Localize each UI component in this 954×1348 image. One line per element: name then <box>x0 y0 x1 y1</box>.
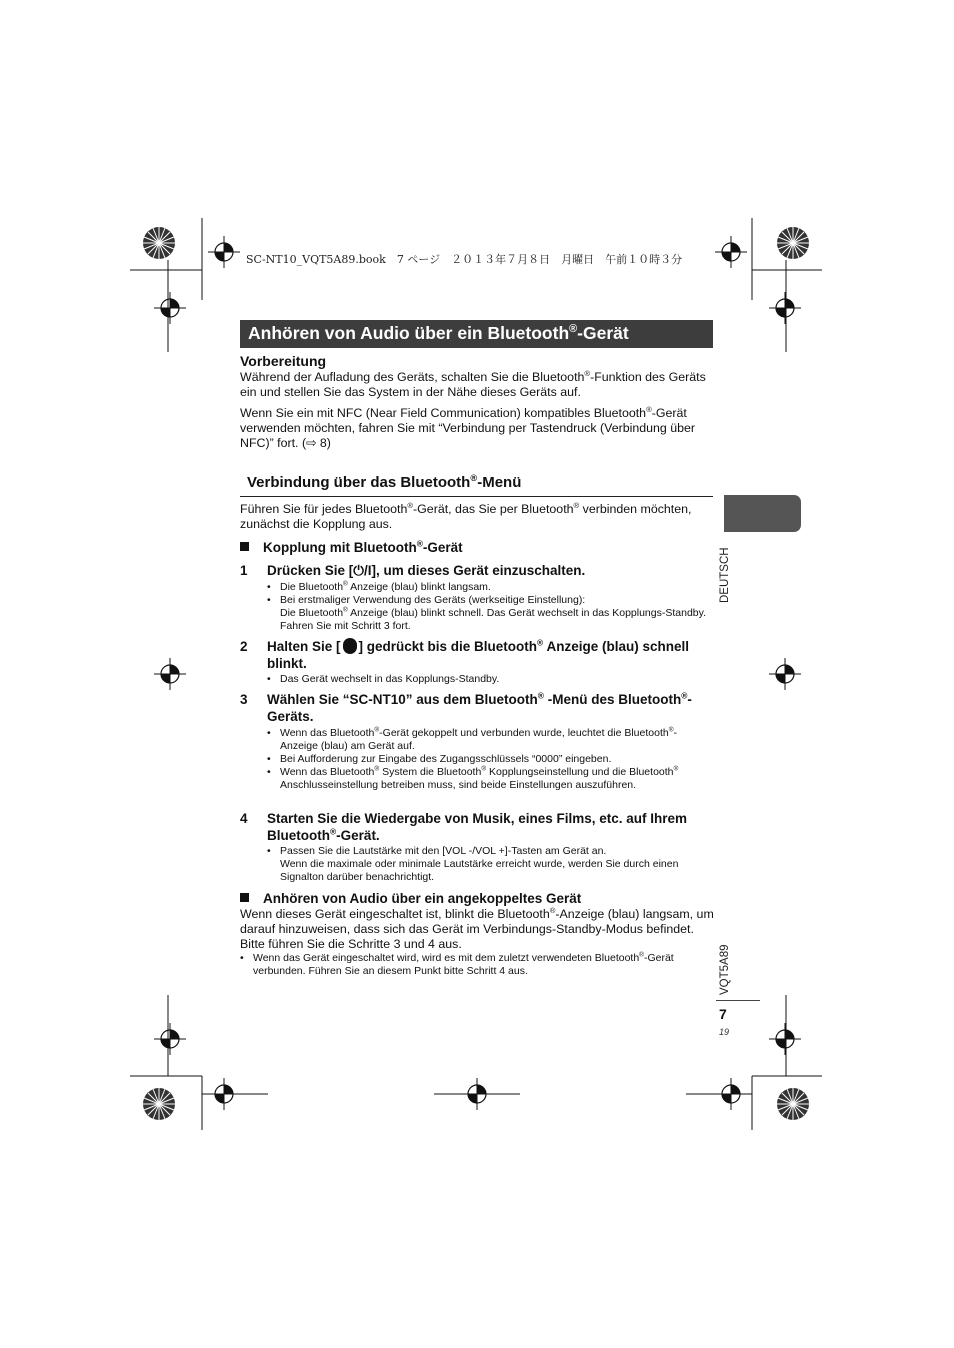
square-bullet-icon <box>240 893 249 902</box>
coupled-heading: Anhören von Audio über ein angekoppeltes Gerät <box>240 891 581 906</box>
step-3: 3 Wählen Sie “SC-NT10” aus dem Bluetooth® -Menü des Bluetooth®-Geräts. <box>240 690 692 724</box>
arrow-right-icon: ⇨ <box>306 436 317 450</box>
list-item: • Das Gerät wechselt in das Kopplungs-Standby. <box>267 673 500 685</box>
step-2: 2 Halten Sie [ ] gedrückt bis die Bluetooth® Anzeige (blau) schnell blinkt. <box>240 637 689 671</box>
bluetooth-button-icon <box>343 638 357 654</box>
list-item: • Passen Sie die Lautstärke mit den [VOL -/VOL +]-Tasten am Gerät an. Wenn die maximale oder minimale Lautstärke erreicht wurde, werden Sie durch einen Signalton darüber benachrichtigt. <box>267 845 679 883</box>
language-tab <box>724 495 801 532</box>
side-rule <box>716 1000 760 1001</box>
file-header: SC-NT10_VQT5A89.book 7 ページ ２０１３年７月８日 月曜日 午前１０時３分 <box>246 253 683 266</box>
list-item: • Wenn das Bluetooth®-Gerät gekoppelt und verbunden wurde, leuchtet die Bluetooth®-Anzeige (blau) am Gerät auf. <box>267 726 677 752</box>
coupled-paragraph: Wenn dieses Gerät eingeschaltet ist, blinkt die Bluetooth®-Anzeige (blau) langsam, um darauf hinzuweisen, dass sich das Gerät im Verbindungs-Standby-Modus befindet. Bitte führen Sie die Schritte 3 und 4 aus. <box>240 905 714 951</box>
step-4-notes <box>267 845 707 884</box>
step-1: 1 Drücken Sie [⏻/I], um dieses Gerät einzuschalten. <box>240 563 586 578</box>
list-item: • Die Bluetooth® Anzeige (blau) blinkt langsam. <box>267 580 491 593</box>
step-1-notes <box>267 581 707 633</box>
square-bullet-icon <box>240 542 249 551</box>
prep-paragraph-1: Während der Aufladung des Geräts, schalten Sie die Bluetooth®-Funktion des Geräts ein und stellen Sie das System in der Nähe dieses Geräts auf. <box>240 368 706 399</box>
step-2-notes <box>267 673 707 686</box>
prep-heading: Vorbereitung <box>240 353 327 369</box>
menu-intro: Führen Sie für jedes Bluetooth®-Gerät, das Sie per Bluetooth® verbinden möchten, zunächst die Kopplung aus. <box>240 500 692 531</box>
coupled-note <box>240 952 708 978</box>
page-number-small: 19 <box>719 1027 730 1037</box>
step-4: 4 Starten Sie die Wiedergabe von Musik, eines Films, etc. auf Ihrem Bluetooth®-Gerät. <box>240 811 688 843</box>
pairing-heading: Kopplung mit Bluetooth®-Gerät <box>240 540 463 555</box>
section-title: Anhören von Audio über ein Bluetooth®-Gerät <box>240 320 713 348</box>
prep-paragraph-2: Wenn Sie ein mit NFC (Near Field Communication) kompatibles Bluetooth®-Gerät verwenden möchten, fahren Sie mit “Verbindung per Tastendruck (Verbindung über NFC)” fort. (⇨ 8) <box>240 404 696 450</box>
document-code: VQT5A89 <box>719 944 731 995</box>
menu-heading: Verbindung über das Bluetooth®-Menü <box>247 473 522 491</box>
heading-rule <box>240 496 713 497</box>
language-label: DEUTSCH <box>719 547 731 603</box>
list-item: • Bei erstmaliger Verwendung des Geräts (werkseitige Einstellung): Die Bluetooth® Anzeige (blau) blinkt schnell. Das Gerät wechselt in das Kopplungs-Standby. Fahren Sie mit Schritt 3 fort. <box>267 594 707 632</box>
power-icon: ⏻ <box>353 563 364 578</box>
list-item: • Wenn das Gerät eingeschaltet wird, wird es mit dem zuletzt verwendeten Bluetooth®-Gerät verbunden. Führen Sie an diesem Punkt bitte Schritt 4 aus. <box>240 951 674 977</box>
step-3-notes <box>267 727 707 792</box>
list-item: • Bei Aufforderung zur Eingabe des Zugangsschlüssels “0000” eingeben. <box>267 753 612 765</box>
page-number: 7 <box>719 1006 727 1022</box>
list-item: • Wenn das Bluetooth® System die Bluetooth® Kopplungseinstellung und die Bluetooth® Anschlusseinstellung betreiben muss, sind beide Einstellungen auszuführen. <box>267 765 679 791</box>
